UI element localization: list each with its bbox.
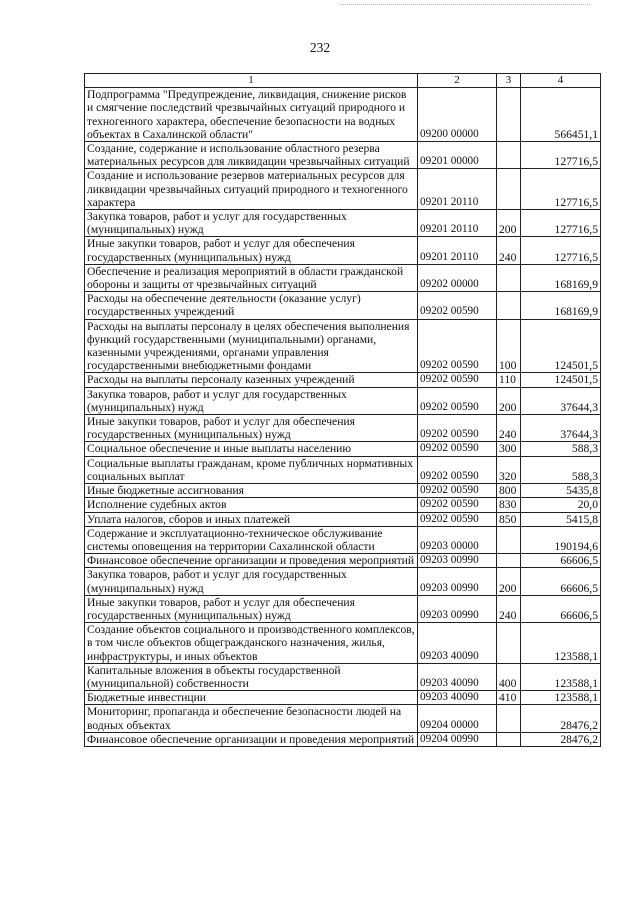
row-vr-cell [497,732,521,746]
table-row [85,169,601,210]
row-vr-cell: 200 [497,210,521,237]
row-vr-cell: 200 [497,568,521,595]
row-vr-cell: 300 [497,442,521,456]
table-row [85,442,601,456]
row-name-cell: Содержание и эксплуатационно-техническое обслуживание системы оповещения на территории Сахалинской области [85,526,418,553]
row-amount-cell: 28476,2 [521,705,601,732]
row-name-cell: Иные закупки товаров, работ и услуг для обеспечения государственных (муниципальных) нужд [85,595,418,622]
row-code-cell: 09203 00990 [418,554,497,568]
row-amount-cell: 123588,1 [521,623,601,664]
table-row [85,568,601,595]
row-amount-cell: 5435,8 [521,484,601,498]
row-code-cell: 09202 00590 [418,415,497,442]
table-row [85,264,601,291]
row-vr-cell [497,88,521,142]
row-name-cell: Создание объектов социального и производственного комплексов, в том числе объектов общегражданского назначения, жилья, инфраструктуры, и иных объектов [85,623,418,664]
row-code-cell: 09204 00000 [418,705,497,732]
row-code-cell: 09203 00000 [418,526,497,553]
row-vr-cell: 200 [497,387,521,414]
row-name-cell: Иные бюджетные ассигнования [85,484,418,498]
row-name-cell: Финансовое обеспечение организации и проведения мероприятий [85,554,418,568]
row-vr-cell: 240 [497,595,521,622]
row-vr-cell [497,169,521,210]
column-header-name: 1 [85,74,418,88]
table-row [85,484,601,498]
row-vr-cell: 240 [497,237,521,264]
column-header-code: 2 [418,74,497,88]
row-code-cell: 09202 00590 [418,512,497,526]
row-code-cell: 09203 00990 [418,568,497,595]
table-header-row [85,74,601,88]
row-name-cell: Создание, содержание и использование областного резерва материальных ресурсов для ликвидации чрезвычайных ситуаций [85,142,418,169]
table-row [85,498,601,512]
row-amount-cell: 127716,5 [521,237,601,264]
row-name-cell: Закупка товаров, работ и услуг для государственных (муниципальных) нужд [85,210,418,237]
row-vr-cell [497,142,521,169]
row-name-cell: Расходы на выплаты персоналу в целях обеспечения выполнения функций государственными (муниципальными) органами, казенными учреждениями, органами управления государственными внебюджетными фондами [85,319,418,373]
row-vr-cell [497,705,521,732]
row-amount-cell: 127716,5 [521,210,601,237]
row-vr-cell [497,264,521,291]
row-vr-cell [497,526,521,553]
table-row [85,387,601,414]
table-row [85,142,601,169]
row-amount-cell: 124501,5 [521,319,601,373]
row-vr-cell: 240 [497,415,521,442]
row-code-cell: 09202 00590 [418,373,497,387]
row-amount-cell: 5415,8 [521,512,601,526]
row-amount-cell: 123588,1 [521,691,601,705]
row-name-cell: Капитальные вложения в объекты государственной (муниципальной) собственности [85,663,418,690]
row-code-cell: 09202 00590 [418,319,497,373]
row-code-cell: 09201 20110 [418,169,497,210]
row-name-cell: Создание и использование резервов материальных ресурсов для ликвидации чрезвычайных ситуаций природного и техногенного характера [85,169,418,210]
table-row [85,88,601,142]
row-code-cell: 09202 00590 [418,456,497,483]
row-code-cell: 09201 00000 [418,142,497,169]
table-row [85,512,601,526]
table-row [85,210,601,237]
table-row [85,526,601,553]
row-name-cell: Закупка товаров, работ и услуг для государственных (муниципальных) нужд [85,387,418,414]
row-vr-cell: 830 [497,498,521,512]
table-body [85,88,601,747]
table-row [85,373,601,387]
row-vr-cell: 410 [497,691,521,705]
row-amount-cell: 127716,5 [521,169,601,210]
row-vr-cell: 320 [497,456,521,483]
row-code-cell: 09202 00590 [418,442,497,456]
column-header-vr: 3 [497,74,521,88]
row-amount-cell: 28476,2 [521,732,601,746]
row-amount-cell: 168169,9 [521,264,601,291]
table-row [85,237,601,264]
row-amount-cell: 66606,5 [521,554,601,568]
row-amount-cell: 588,3 [521,442,601,456]
row-amount-cell: 168169,9 [521,292,601,319]
row-code-cell: 09202 00590 [418,498,497,512]
row-amount-cell: 123588,1 [521,663,601,690]
row-name-cell: Социальные выплаты гражданам, кроме публичных нормативных социальных выплат [85,456,418,483]
row-vr-cell [497,554,521,568]
row-name-cell: Социальное обеспечение и иные выплаты населению [85,442,418,456]
row-vr-cell: 100 [497,319,521,373]
row-amount-cell: 66606,5 [521,595,601,622]
table-row [85,705,601,732]
row-name-cell: Обеспечение и реализация мероприятий в области гражданской обороны и защиты от чрезвычайных ситуаций [85,264,418,291]
row-name-cell: Исполнение судебных актов [85,498,418,512]
column-header-amount: 4 [521,74,601,88]
row-amount-cell: 190194,6 [521,526,601,553]
row-name-cell: Подпрограмма "Предупреждение, ликвидация, снижение рисков и смягчение последствий чрезвычайных ситуаций природного и техногенного характера, обеспечение безопасности на водных объектах в Сахалинской области" [85,88,418,142]
row-vr-cell: 800 [497,484,521,498]
row-amount-cell: 66606,5 [521,568,601,595]
row-vr-cell [497,623,521,664]
row-code-cell: 09202 00590 [418,484,497,498]
row-vr-cell: 850 [497,512,521,526]
row-name-cell: Иные закупки товаров, работ и услуг для обеспечения государственных (муниципальных) нужд [85,415,418,442]
row-code-cell: 09204 00990 [418,732,497,746]
row-code-cell: 09202 00000 [418,264,497,291]
budget-table [84,73,601,747]
row-name-cell: Расходы на обеспечение деятельности (оказание услуг) государственных учреждений [85,292,418,319]
row-code-cell: 09203 00990 [418,595,497,622]
row-vr-cell: 110 [497,373,521,387]
row-code-cell: 09202 00590 [418,292,497,319]
row-name-cell: Иные закупки товаров, работ и услуг для обеспечения государственных (муниципальных) нужд [85,237,418,264]
table-row [85,732,601,746]
table-row [85,595,601,622]
row-code-cell: 09203 40090 [418,663,497,690]
table-row [85,319,601,373]
row-name-cell: Расходы на выплаты персоналу казенных учреждений [85,373,418,387]
row-amount-cell: 20,0 [521,498,601,512]
page-number: 232 [309,40,331,55]
row-code-cell: 09200 00000 [418,88,497,142]
row-code-cell: 09201 20110 [418,210,497,237]
row-code-cell: 09202 00590 [418,387,497,414]
table-row [85,415,601,442]
row-name-cell: Закупка товаров, работ и услуг для государственных (муниципальных) нужд [85,568,418,595]
row-amount-cell: 124501,5 [521,373,601,387]
row-vr-cell [497,292,521,319]
row-name-cell: Бюджетные инвестиции [85,691,418,705]
row-name-cell: Финансовое обеспечение организации и проведения мероприятий [85,732,418,746]
row-vr-cell: 400 [497,663,521,690]
row-name-cell: Уплата налогов, сборов и иных платежей [85,512,418,526]
row-amount-cell: 37644,3 [521,387,601,414]
row-code-cell: 09201 20110 [418,237,497,264]
row-amount-cell: 566451,1 [521,88,601,142]
table-row [85,691,601,705]
table-row [85,663,601,690]
table-row [85,292,601,319]
scan-artifact [340,4,590,8]
table-row [85,554,601,568]
row-amount-cell: 588,3 [521,456,601,483]
table-row [85,623,601,664]
row-amount-cell: 127716,5 [521,142,601,169]
row-code-cell: 09203 40090 [418,691,497,705]
row-amount-cell: 37644,3 [521,415,601,442]
table-row [85,456,601,483]
row-name-cell: Мониторинг, пропаганда и обеспечение безопасности людей на водных объектах [85,705,418,732]
row-code-cell: 09203 40090 [418,623,497,664]
